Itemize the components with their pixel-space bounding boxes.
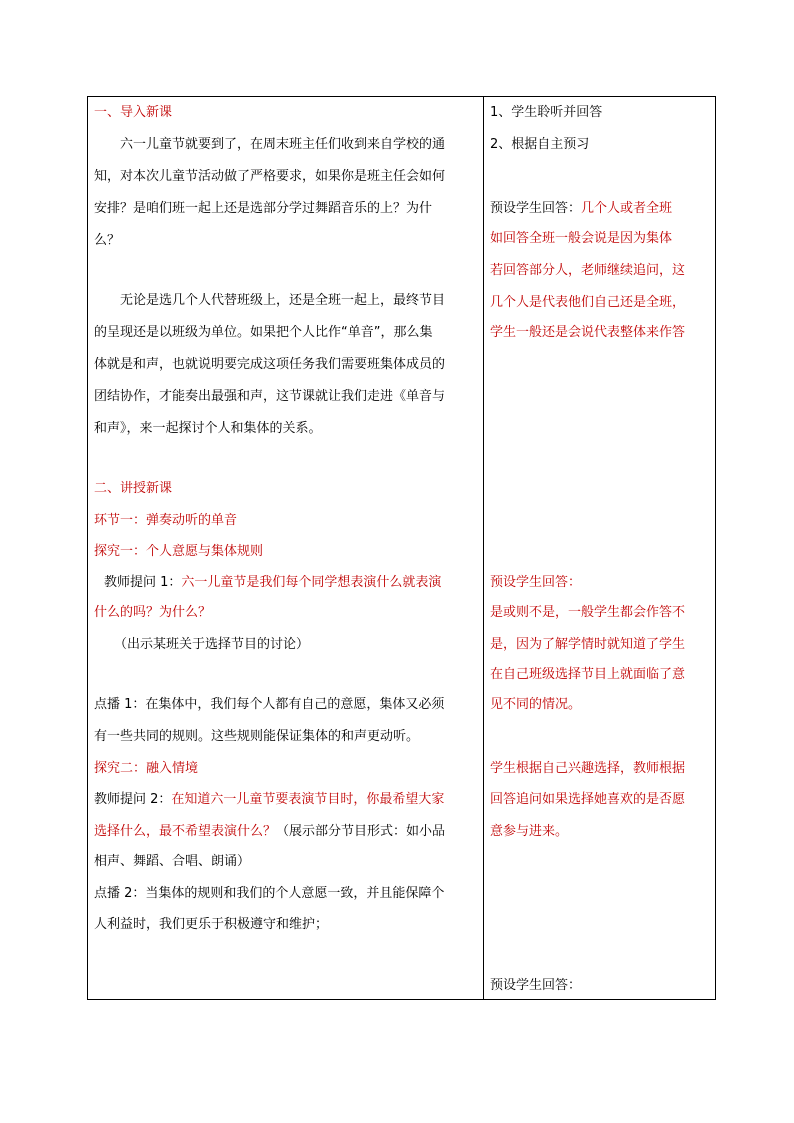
section-title-teaching: 二、讲授新课 [94,481,173,496]
preset-answer-2-line: 在自己班级选择节目上就面临了意 [490,667,686,682]
teacher-question-2: 教师提问 2：在知道六一儿童节要表演节目时，你最希望大家 [94,792,445,807]
preset-answer-1-line: 几个人是代表他们自己还是全班， [490,295,686,310]
preset-answer-1-line: 学生一般还是会说代表整体来作答 [490,325,686,340]
student-choice-line: 学生根据自己兴趣选择，教师根据 [490,761,686,776]
teacher-question-2-cont: 选择什么，最不希望表演什么？（展示部分节目形式：如小品 [94,824,446,839]
intro-paragraph-line: 么？ [94,233,121,248]
explore-title-2: 探究二：融入情境 [94,761,199,776]
intro-paragraph-line: 知，对本次儿童节活动做了严格要求，如果你是班主任会如何 [94,169,446,184]
summary-paragraph-line: 体就是和声，也就说明要完成这项任务我们需要班集体成员的 [94,357,446,372]
preset-answer-2-label: 预设学生回答： [490,575,582,590]
teacher-question-1: 教师提问 1：六一儿童节是我们每个同学想表演什么就表演 [104,575,442,590]
summary-paragraph-line: 和声》，来一起探讨个人和集体的关系。 [94,421,322,436]
preset-answer-2-line: 是或则不是，一般学生都会作答不 [490,605,686,620]
summary-paragraph-line: 的呈现还是以班级为单位。如果把个人比作“单音”，那么集 [94,325,433,340]
column-divider [483,96,484,1000]
preset-answer-1: 预设学生回答：几个人或者全班 [490,201,673,216]
preset-answer-3-label: 预设学生回答： [490,978,582,993]
explore-title-1: 探究一：个人意愿与集体规则 [94,544,264,559]
student-activity-2: 2、根据自主预习 [490,137,590,152]
preset-answer-2-line: 是，因为了解学情时就知道了学生 [490,637,686,652]
point-1-line: 点播 1：在集体中，我们每个人都有自己的意愿，集体又必须 [94,697,445,712]
teacher-question-2-forms: 相声、舞蹈、合唱、朗诵） [94,854,251,869]
preset-answer-2-line: 见不同的情况。 [490,697,582,712]
lesson-table [87,96,716,1000]
point-2-line: 点播 2：当集体的规则和我们的个人意愿一致，并且能保障个 [94,886,445,901]
summary-paragraph-line: 团结协作，才能奏出最强和声，这节课就让我们走进《单音与 [94,389,446,404]
point-2-line: 人利益时，我们更乐于积极遵守和维护； [94,917,329,932]
preset-answer-1-line: 若回答部分人，老师继续追问，这 [490,263,686,278]
point-1-line: 有一些共同的规则。这些规则能保证集体的和声更动听。 [94,729,420,744]
question-1-note: （出示某班关于选择节目的讨论） [114,637,310,652]
student-activity-1: 1、学生聆听并回答 [490,105,603,120]
intro-paragraph-line: 六一儿童节就要到了，在周末班主任们收到来自学校的通 [120,137,446,152]
preset-answer-1-line: 如回答全班一般会说是因为集体 [490,231,673,246]
section-title-intro: 一、导入新课 [94,105,173,120]
student-choice-line: 回答追问如果选择她喜欢的是否愿 [490,792,686,807]
teacher-question-1-cont: 什么的吗？为什么？ [94,605,212,620]
intro-paragraph-line: 安排？是咱们班一起上还是选部分学过舞蹈音乐的上？为什 [94,201,433,216]
student-choice-line: 意参与进来。 [490,824,569,839]
summary-paragraph-line: 无论是选几个人代替班级上，还是全班一起上，最终节目 [120,293,446,308]
segment-title: 环节一：弹奏动听的单音 [94,513,238,528]
